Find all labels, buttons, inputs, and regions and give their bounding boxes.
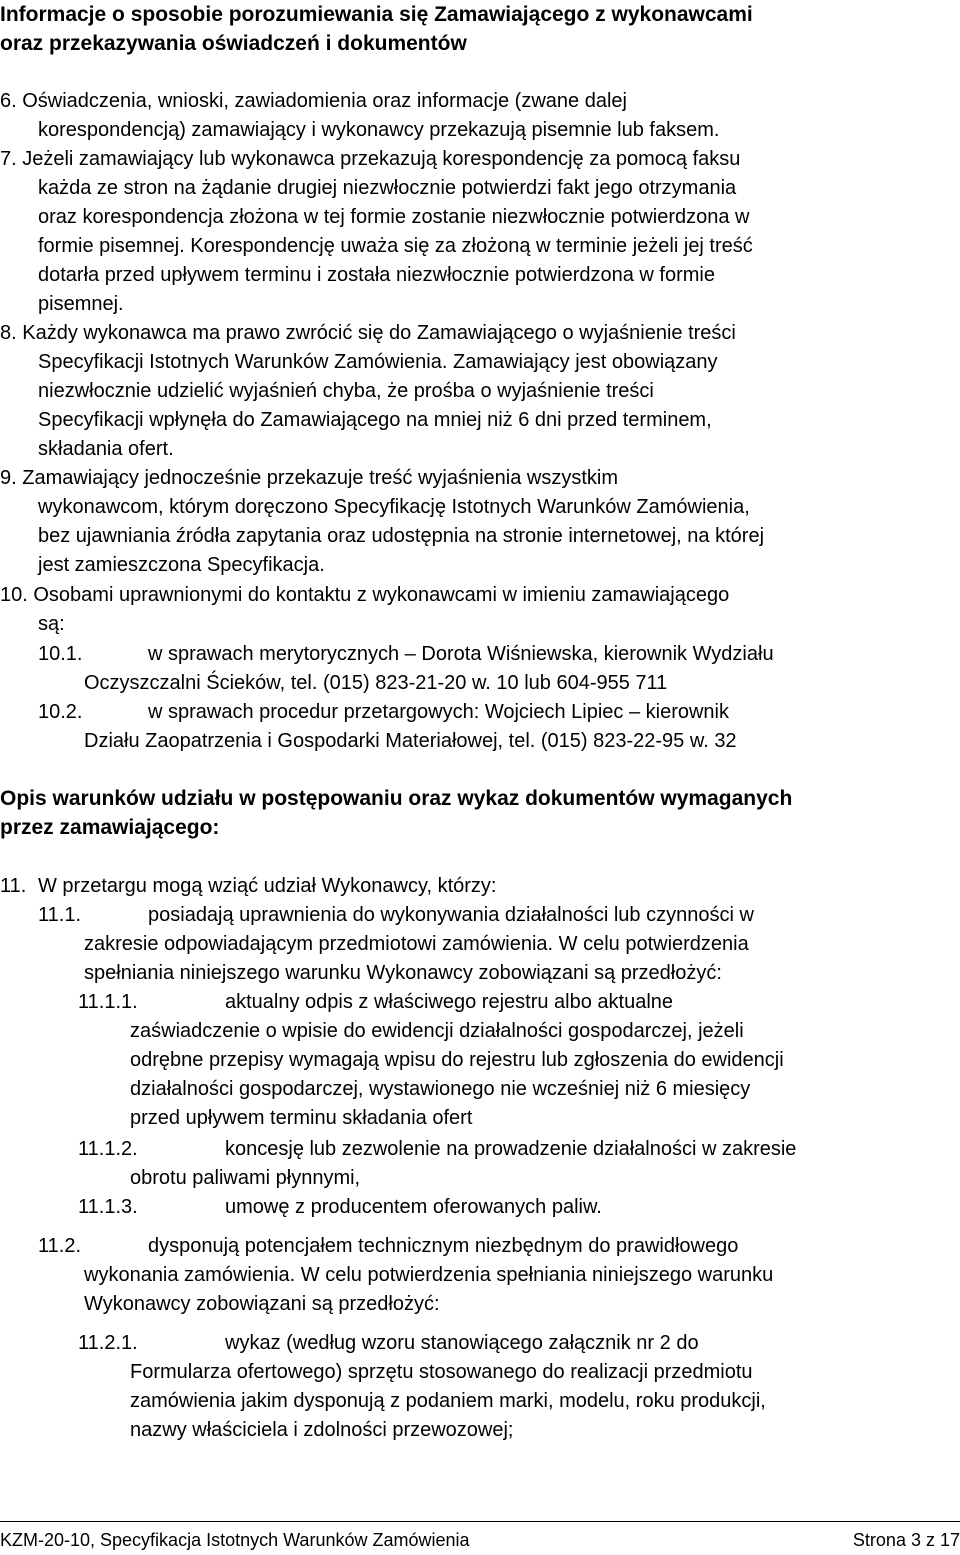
paragraph-item-11-2 [0, 1232, 960, 1319]
paragraph-item-7 [0, 145, 960, 319]
text-line: zaświadczenie o wpisie do ewidencji działalności gospodarczej, jeżeli [130, 1020, 744, 1042]
text-line: 9. Zamawiający jednocześnie przekazuje treść wyjaśnienia wszystkim [0, 467, 619, 489]
item-number: 11.1.2. [78, 1138, 138, 1160]
text-line: formie pisemnej. Korespondencję uważa się za złożoną w terminie jeżeli jej treść [38, 235, 753, 257]
paragraph-item-11-1-1 [0, 988, 960, 1133]
text-line: są: [38, 613, 65, 635]
text-line: pisemnej. [38, 293, 124, 315]
paragraph-item-11-1-3 [0, 1193, 960, 1222]
text-line: obrotu paliwami płynnymi, [130, 1167, 361, 1189]
text-line: każda ze stron na żądanie drugiej niezwłocznie potwierdzi fakt jego otrzymania [38, 177, 737, 199]
text-line: wykonania zamówienia. W celu potwierdzenia spełniania niniejszego warunku [84, 1264, 774, 1286]
text-line: Specyfikacji Istotnych Warunków Zamówienia. Zamawiający jest obowiązany [38, 351, 718, 373]
text-line: posiadają uprawnienia do wykonywania działalności lub czynności w [148, 904, 754, 926]
text-line: Specyfikacji wpłynęła do Zamawiającego na mniej niż 6 dni przed terminem, [38, 409, 712, 431]
text-line: dysponują potencjałem technicznym niezbędnym do prawidłowego [148, 1235, 739, 1257]
heading-line: Informacje o sposobie porozumiewania się Zamawiającego z wykonawcami [0, 3, 753, 26]
text-line: aktualny odpis z właściwego rejestru albo aktualne [225, 991, 674, 1013]
paragraph-item-11-1 [0, 901, 960, 988]
footer-page-number: Strona 3 z 17 [852, 1530, 960, 1550]
item-number: 11.2.1. [78, 1332, 138, 1354]
text-line: Działu Zaopatrzenia i Gospodarki Materiałowej, tel. (015) 823-22-95 w. 32 [84, 730, 737, 752]
footer-divider [0, 1521, 960, 1522]
paragraph-item-11 [0, 872, 960, 901]
section-heading-communication [0, 0, 960, 58]
text-line: wykonawcom, którym doręczono Specyfikację Istotnych Warunków Zamówienia, [38, 496, 750, 518]
text-line: 8. Każdy wykonawca ma prawo zwrócić się do Zamawiającego o wyjaśnienie treści [0, 322, 736, 344]
item-number: 11.1. [38, 904, 81, 926]
text-line: W przetargu mogą wziąć udział Wykonawcy, którzy: [38, 875, 497, 897]
heading-line: Opis warunków udziału w postępowaniu oraz wykaz dokumentów wymaganych [0, 787, 793, 810]
paragraph-item-10-2 [0, 698, 960, 756]
text-line: spełniania niniejszego warunku Wykonawcy zobowiązani są przedłożyć: [84, 962, 722, 984]
text-line: składania ofert. [38, 438, 174, 460]
section-heading-conditions [0, 784, 960, 842]
heading-line: przez zamawiającego: [0, 816, 220, 839]
paragraph-item-8 [0, 319, 960, 464]
text-line: 7. Jeżeli zamawiający lub wykonawca przekazują korespondencję za pomocą faksu [0, 148, 741, 170]
text-line: nazwy właściciela i zdolności przewozowej; [130, 1419, 514, 1441]
text-line: jest zamieszczona Specyfikacja. [38, 554, 325, 576]
text-line: korespondencją) zamawiający i wykonawcy przekazują pisemnie lub faksem. [38, 119, 720, 141]
text-line: zakresie odpowiadającym przedmiotowi zamówienia. W celu potwierdzenia [84, 933, 749, 955]
text-line: umowę z producentem oferowanych paliw. [225, 1196, 602, 1218]
text-line: działalności gospodarczej, wystawionego nie wcześniej niż 6 miesięcy [130, 1078, 751, 1100]
paragraph-item-10-1 [0, 640, 960, 698]
text-line: odrębne przepisy wymagają wpisu do rejestru lub zgłoszenia do ewidencji [130, 1049, 784, 1071]
text-line: w sprawach merytorycznych – Dorota Wiśniewska, kierownik Wydziału [148, 643, 774, 665]
paragraph-item-6 [0, 87, 960, 145]
item-number: 10.1. [38, 643, 83, 665]
text-line: Oczyszczalni Ścieków, tel. (015) 823-21-20 w. 10 lub 604-955 711 [84, 672, 668, 694]
paragraph-item-10 [0, 581, 960, 639]
text-line: zamówienia jakim dysponują z podaniem marki, modelu, roku produkcji, [130, 1390, 766, 1412]
item-number: 11.1.1. [78, 991, 138, 1013]
text-line: przed upływem terminu składania ofert [130, 1107, 473, 1129]
paragraph-item-9 [0, 464, 960, 580]
text-line: 10. Osobami uprawnionymi do kontaktu z wykonawcami w imieniu zamawiającego [0, 584, 730, 606]
text-line: niezwłocznie udzielić wyjaśnień chyba, że prośba o wyjaśnienie treści [38, 380, 654, 402]
text-line: bez ujawniania źródła zapytania oraz udostępnia na stronie internetowej, na której [38, 525, 765, 547]
paragraph-item-11-2-1 [0, 1329, 960, 1445]
item-number: 10.2. [38, 701, 83, 723]
item-number: 11. [0, 875, 27, 897]
text-line: dotarła przed upływem terminu i została niezwłocznie potwierdzona w formie [38, 264, 715, 286]
heading-line: oraz przekazywania oświadczeń i dokumentów [0, 32, 467, 55]
paragraph-item-11-1-2 [0, 1135, 960, 1193]
text-line: w sprawach procedur przetargowych: Wojciech Lipiec – kierownik [148, 701, 729, 723]
footer-document-id: KZM-20-10, Specyfikacja Istotnych Warunków Zamówienia [0, 1530, 470, 1550]
text-line: oraz korespondencja złożona w tej formie zostanie niezwłocznie potwierdzona w [38, 206, 750, 228]
text-line: koncesję lub zezwolenie na prowadzenie działalności w zakresie [225, 1138, 797, 1160]
text-line: Formularza ofertowego) sprzętu stosowanego do realizacji przedmiotu [130, 1361, 753, 1383]
text-line: 6. Oświadczenia, wnioski, zawiadomienia oraz informacje (zwane dalej [0, 90, 627, 112]
text-line: wykaz (według wzoru stanowiącego załącznik nr 2 do [225, 1332, 699, 1354]
text-line: Wykonawcy zobowiązani są przedłożyć: [84, 1293, 440, 1315]
item-number: 11.1.3. [78, 1196, 138, 1218]
item-number: 11.2. [38, 1235, 81, 1257]
